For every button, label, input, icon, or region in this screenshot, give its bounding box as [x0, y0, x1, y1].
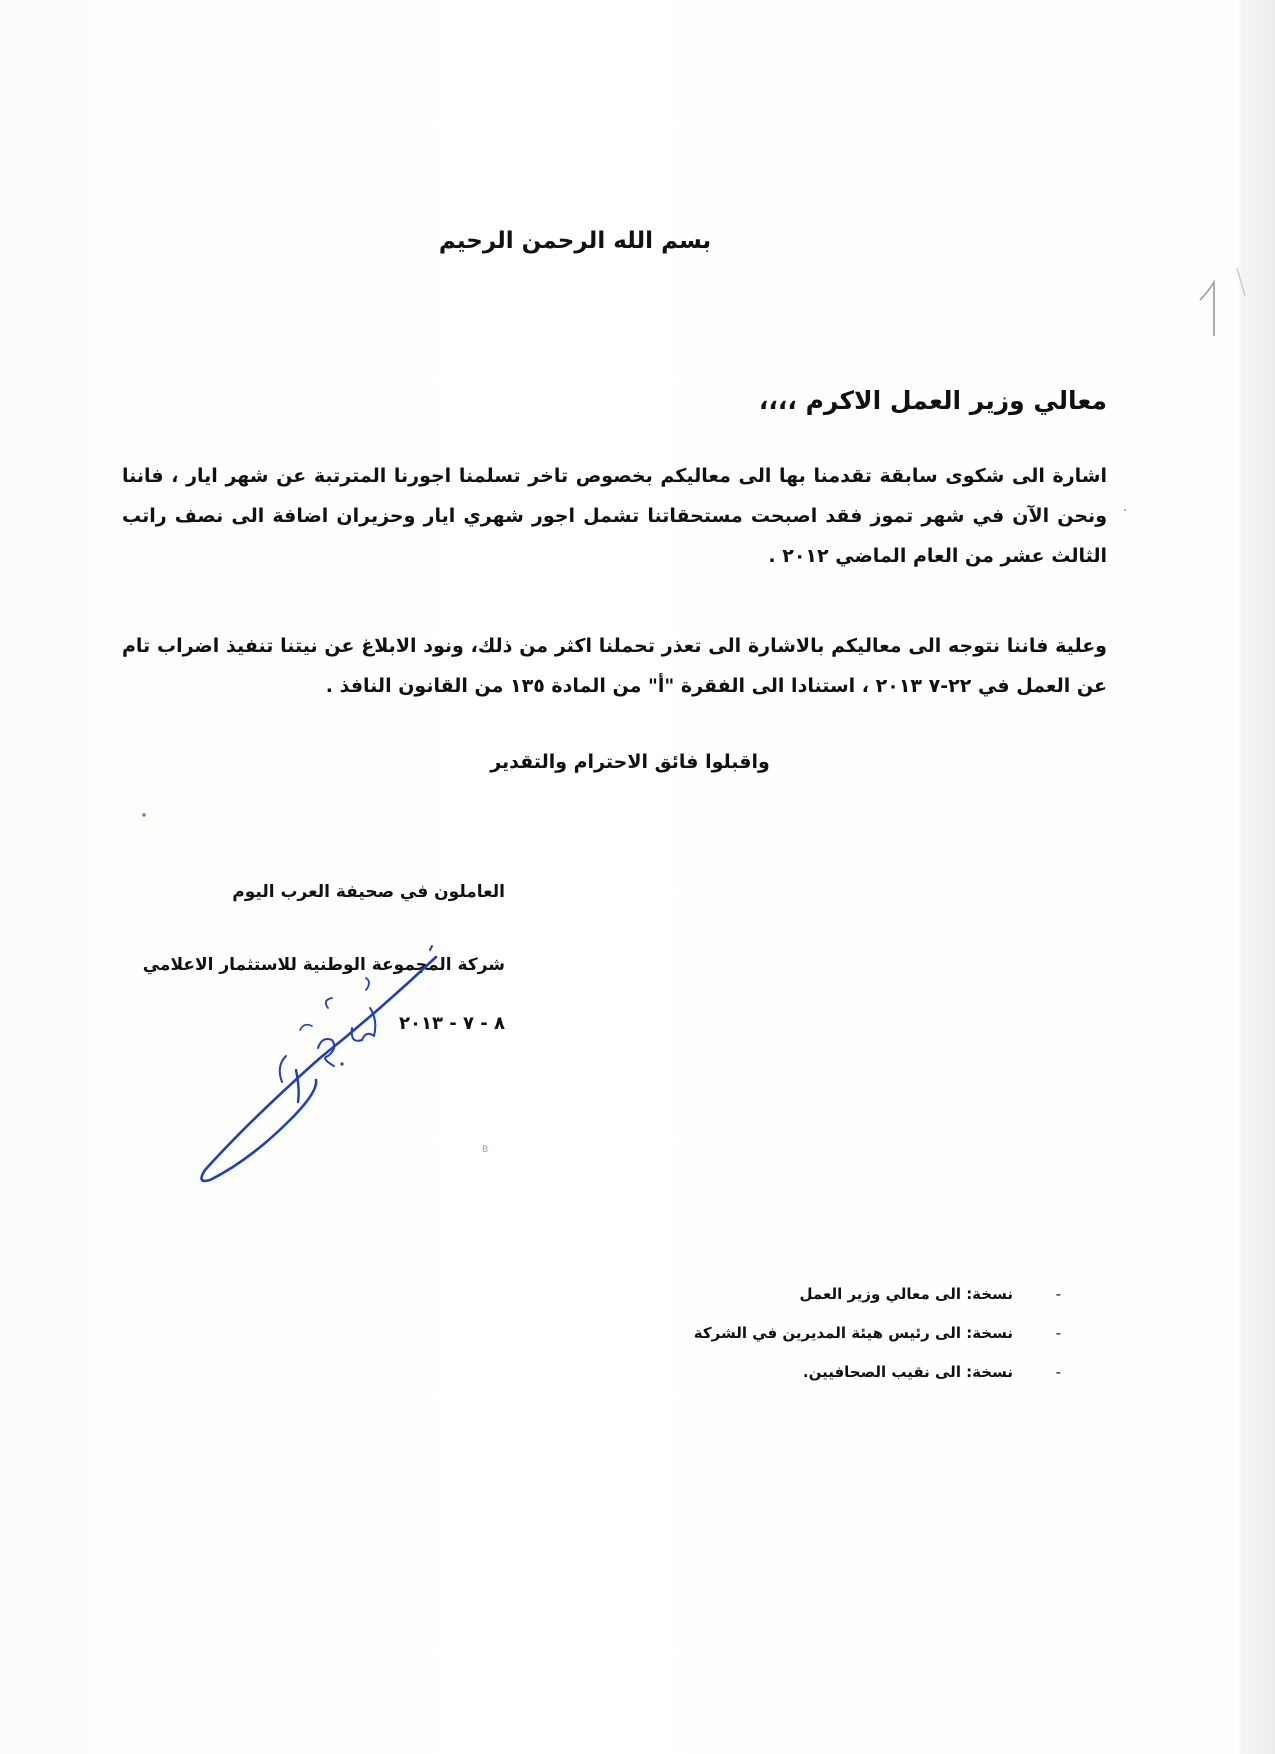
- copy-item: [541, 1360, 1061, 1399]
- list-dash: -: [1055, 1363, 1061, 1381]
- handwritten-signature: [201, 946, 436, 1181]
- signatory-line-2: شركة المجموعة الوطنية للاستثمار الاعلامي: [142, 955, 505, 975]
- copy-item: [541, 1321, 1061, 1360]
- faint-scan-mark: B: [482, 1145, 489, 1155]
- scan-speck: [142, 813, 146, 817]
- copy-item-text: نسخة: الى نقيب الصحافيين.: [802, 1363, 1013, 1381]
- copy-item: [541, 1282, 1061, 1321]
- body-paragraph-1: اشارة الى شكوى سابقة تقدمنا بها الى معاليكم بخصوص تاخر تسلمنا اجورنا المترتبة عن شهر ايار ، فاننا ونحن الآن في شهر تموز فقد اصبحت مستحقاتنا تشمل اجور شهري ايار وحزيران اضافة الى نصف راتب الثالث عشر من العام الماضي ٢٠١٢ .: [122, 465, 1107, 567]
- signatory-line-1: العاملون في صحيفة العرب اليوم: [232, 882, 505, 902]
- salutation: معالي وزير العمل الاكرم ،،،،: [758, 386, 1107, 415]
- list-dash: -: [1055, 1285, 1061, 1303]
- closing-phrase: واقبلوا فائق الاحترام والتقدير: [490, 751, 770, 773]
- scan-speck: [1124, 509, 1126, 511]
- scan-edge: [1239, 0, 1275, 1754]
- list-dash: -: [1055, 1324, 1061, 1342]
- body-paragraph-2: وعلية فاننا نتوجه الى معاليكم بالاشارة الى تعذر تحملنا اكثر من ذلك، ونود الابلاغ عن نيتنا تنفيذ اضراب تام عن العمل في ٢٢-٧ ٢٠١٣ ، استنادا الى الفقرة "أ" من المادة ١٣٥ من القانون النافذ .: [122, 635, 1107, 697]
- copies-list: [541, 1282, 1061, 1399]
- copy-item-text: نسخة: الى رئيس هيئة المديرين في الشركة: [693, 1324, 1013, 1342]
- letter-date: ٨ - ٧ - ٢٠١٣: [399, 1013, 505, 1034]
- basmala-heading: بسم الله الرحمن الرحيم: [438, 228, 712, 254]
- copy-item-text: نسخة: الى معالي وزير العمل: [799, 1285, 1013, 1303]
